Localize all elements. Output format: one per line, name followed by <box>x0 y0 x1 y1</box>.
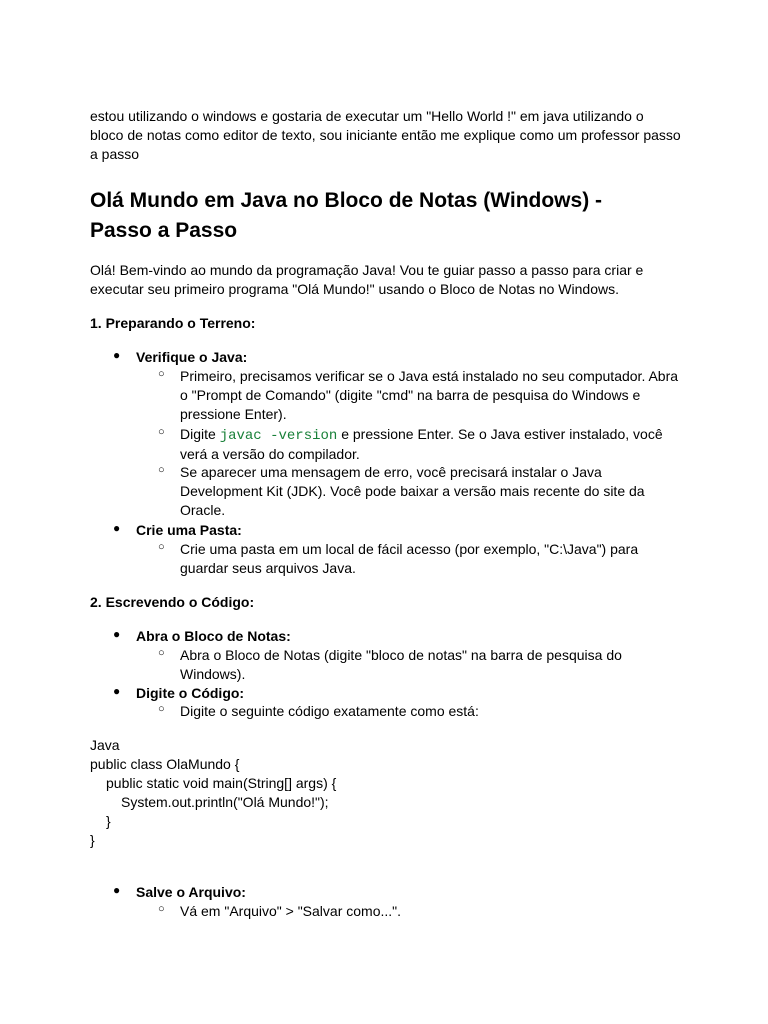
bullet-icon: ● <box>113 348 121 362</box>
subbullet-icon: ○ <box>158 464 165 476</box>
code-line-3: System.out.println("Olá Mundo!"); <box>121 794 329 810</box>
s1-b1-sub2-line-2: verá a versão do compilador. <box>180 446 360 462</box>
subbullet-icon: ○ <box>158 903 165 915</box>
code-line-1: public class OlaMundo { <box>90 756 240 772</box>
s2-b1-sub1-line-1: Abra o Bloco de Notas (digite "bloco de notas" na barra de pesquisa do <box>180 647 622 663</box>
code-language-label: Java <box>90 737 120 753</box>
page-title-line-2: Passo a Passo <box>90 219 238 242</box>
subbullet-icon: ○ <box>158 703 165 715</box>
bullet-salve-arquivo: Salve o Arquivo: <box>136 884 246 900</box>
bullet-icon: ● <box>113 627 121 641</box>
s1-b1-sub1-line-3: pressione Enter). <box>180 406 287 422</box>
inline-code-javac-version: javac -version <box>219 428 338 444</box>
page-title-line-1: Olá Mundo em Java no Bloco de Notas (Windows) - <box>90 189 603 212</box>
intro-line-2: bloco de notas como editor de texto, sou iniciante então me explique como um professor passo <box>90 127 681 143</box>
s1-b2-sub1-line-2: guardar seus arquivos Java. <box>180 560 356 576</box>
subbullet-icon: ○ <box>158 368 165 380</box>
s1-b1-sub1-line-2: o "Prompt de Comando" (digite "cmd" na barra de pesquisa do Windows e <box>180 387 641 403</box>
intro-line-1: estou utilizando o windows e gostaria de executar um "Hello World !" em java utilizando o <box>90 108 644 124</box>
section-1-heading: 1. Preparando o Terreno: <box>90 315 256 331</box>
code-line-4: } <box>106 813 111 829</box>
s2-b2-sub1-line-1: Digite o seguinte código exatamente como está: <box>180 703 479 719</box>
bullet-icon: ● <box>113 684 121 698</box>
bullet-icon: ● <box>113 521 121 535</box>
bullet-abra-bloco: Abra o Bloco de Notas: <box>136 628 291 644</box>
bullet-crie-pasta: Crie uma Pasta: <box>136 522 242 538</box>
s1-b1-sub2-pre: Digite <box>180 426 220 442</box>
subbullet-icon: ○ <box>158 647 165 659</box>
s1-b1-sub3-line-1: Se aparecer uma mensagem de erro, você precisará instalar o Java <box>180 464 602 480</box>
s1-b2-sub1-line-1: Crie uma pasta em um local de fácil acesso (por exemplo, "C:\Java") para <box>180 541 639 557</box>
s1-b1-sub3-line-3: Oracle. <box>180 502 226 518</box>
s3-b1-sub1-line-1: Vá em "Arquivo" > "Salvar como...". <box>180 903 402 919</box>
bullet-icon: ● <box>113 883 121 897</box>
subbullet-icon: ○ <box>158 541 165 553</box>
s2-b1-sub1-line-2: Windows). <box>180 666 246 682</box>
s1-b1-sub3-line-2: Development Kit (JDK). Você pode baixar a versão mais recente do site da <box>180 483 645 499</box>
intro-line-3: a passo <box>90 146 140 162</box>
bullet-verifique-java: Verifique o Java: <box>136 349 248 365</box>
s1-b1-sub1-line-1: Primeiro, precisamos verificar se o Java está instalado no seu computador. Abra <box>180 368 679 384</box>
welcome-line-1: Olá! Bem-vindo ao mundo da programação Java! Vou te guiar passo a passo para criar e <box>90 262 644 278</box>
welcome-line-2: executar seu primeiro programa "Olá Mundo!" usando o Bloco de Notas no Windows. <box>90 281 619 297</box>
code-line-5: } <box>90 832 95 848</box>
code-line-2: public static void main(String[] args) { <box>106 775 337 791</box>
subbullet-icon: ○ <box>158 426 165 438</box>
s1-b1-sub2-post: e pressione Enter. Se o Java estiver instalado, você <box>337 426 663 442</box>
s1-b1-sub2-line-1 <box>180 425 663 446</box>
section-2-heading: 2. Escrevendo o Código: <box>90 594 255 610</box>
bullet-digite-codigo: Digite o Código: <box>136 685 245 701</box>
